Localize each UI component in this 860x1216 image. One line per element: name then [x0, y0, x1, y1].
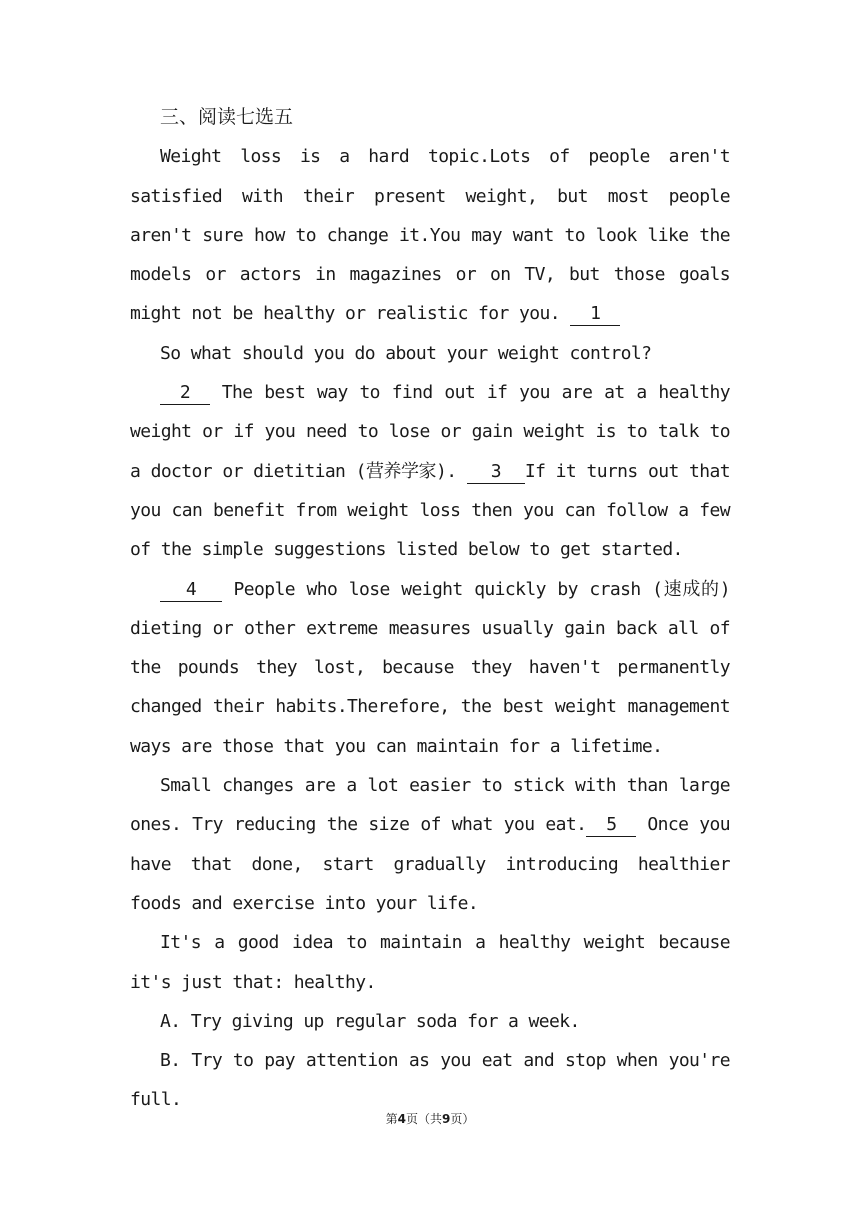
paragraph-3: [130, 373, 730, 569]
paragraph-4: [130, 570, 730, 766]
paragraph-5: [130, 766, 730, 923]
footer-page-number: 4: [397, 1112, 406, 1126]
paragraph-5-text-a: Small changes are a lot easier to stick with than large ones. Try reducing the size of what you eat.: [130, 775, 730, 836]
paragraph-3-text-b: If it turns out that you can benefit from weight loss then you can follow a few of the simple suggestions listed below to get started.: [130, 460, 730, 561]
paragraph-3-text-a: The best way to find out if you are at a healthy weight or if you need to lose or gain weight is to talk to a doctor or dietitian (营养学家).: [130, 382, 730, 482]
blank-3: 3: [467, 461, 525, 484]
page-footer: [0, 1110, 860, 1127]
option-a: A. Try giving up regular soda for a week.: [160, 1010, 580, 1032]
section-heading: 三、阅读七选五: [160, 106, 294, 128]
paragraph-1-text: Weight loss is a hard topic.Lots of people aren't satisfied with their present weight, but most people aren't sure how to change it.You may want to look like the models or actors in magazines or on TV, but those goals might not be healthy or realistic for you.: [130, 146, 730, 325]
paragraph-5-text-b: Once you have that done, start gradually introducing healthier foods and exercise into your life.: [130, 814, 730, 914]
paragraph-4-text: People who lose weight quickly by crash (速成的) dieting or other extreme measures usually gain back all of the pounds they lost, because they haven't permanently changed their habits.Therefore, the best weight management ways are those that you can maintain for a lifetime.: [130, 578, 730, 757]
footer-middle: 页（共: [405, 1112, 442, 1126]
paragraph-1: [130, 137, 730, 333]
footer-prefix: 第: [385, 1112, 398, 1126]
reading-section: [130, 98, 730, 1120]
option-b: B. Try to pay attention as you eat and stop when you're full.: [130, 1050, 730, 1111]
footer-suffix: 页）: [450, 1112, 475, 1126]
blank-2: 2: [160, 382, 210, 405]
blank-5: 5: [586, 814, 636, 837]
paragraph-2: So what should you do about your weight control?: [160, 342, 652, 364]
blank-4: 4: [160, 579, 222, 602]
blank-1: 1: [570, 303, 620, 326]
paragraph-6: It's a good idea to maintain a healthy weight because it's just that: healthy.: [130, 932, 730, 993]
footer-total-pages: 9: [442, 1112, 451, 1126]
